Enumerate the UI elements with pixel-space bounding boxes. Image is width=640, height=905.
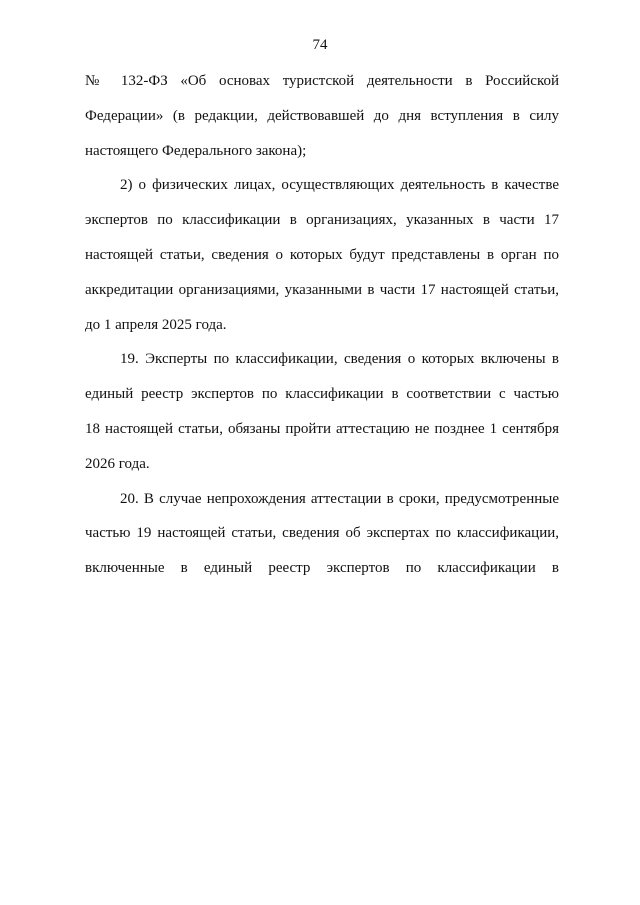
document-body [85, 64, 559, 586]
paragraph-part-19 [85, 342, 559, 481]
text-line: до 1 апреля 2025 года. [85, 316, 227, 333]
text-line: единый реестр экспертов по классификации в соответствии с частью [85, 386, 559, 403]
paragraph-continuation [85, 64, 559, 168]
text-line: 18 настоящей статьи, обязаны пройти аттестацию не позднее 1 сентября [85, 420, 559, 437]
text-line: 2) о физических лицах, осуществляющих деятельность в качестве [120, 177, 559, 194]
text-line: частью 19 настоящей статьи, сведения об экспертах по классификации, [85, 525, 559, 542]
text-line: 2026 года. [85, 455, 150, 472]
text-line: включенные в единый реестр экспертов по классификации в [85, 560, 559, 577]
text-line: 19. Эксперты по классификации, сведения о которых включены в [120, 351, 559, 368]
page-number: 74 [312, 37, 328, 53]
text-line: Федерации» (в редакции, действовавшей до дня вступления в силу [85, 107, 559, 124]
text-line: 20. В случае непрохождения аттестации в сроки, предусмотренные [120, 490, 559, 507]
text-line: настоящего Федерального закона); [85, 142, 307, 159]
paragraph-part-20 [85, 482, 559, 586]
text-line: настоящей статьи, сведения о которых будут представлены в орган по [85, 246, 559, 263]
text-line: экспертов по классификации в организациях, указанных в части 17 [85, 212, 559, 229]
text-line: аккредитации организациями, указанными в части 17 настоящей статьи, [85, 281, 559, 298]
paragraph-item-2 [85, 168, 559, 342]
text-line: № 132-ФЗ «Об основах туристской деятельности в Российской [85, 73, 559, 89]
